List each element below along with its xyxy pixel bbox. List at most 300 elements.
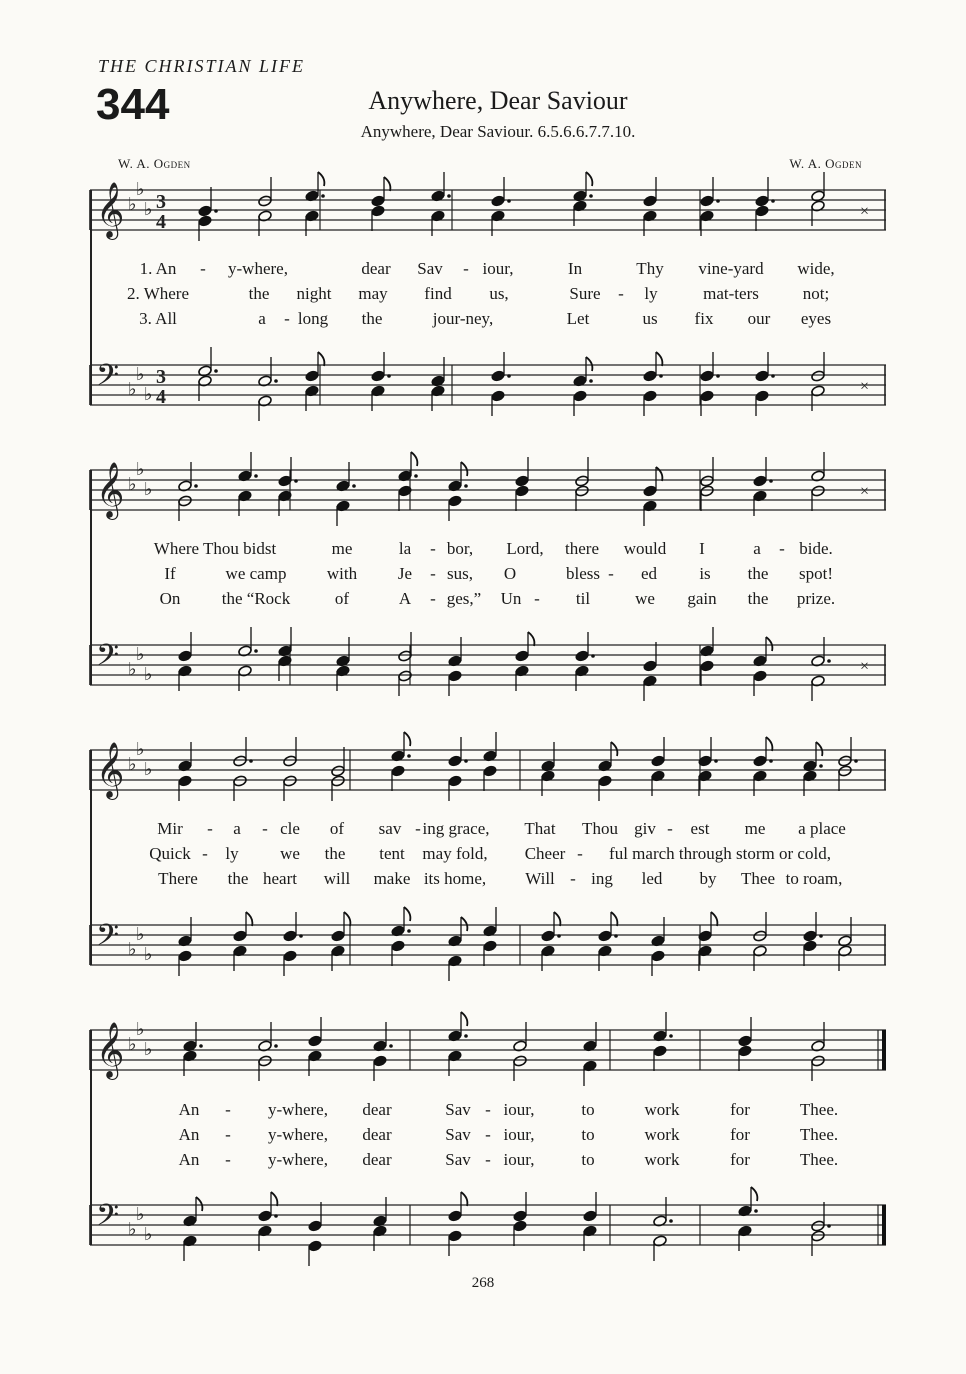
lyric-syllable: 2. Where xyxy=(127,284,189,303)
lyric-syllable: Mir xyxy=(157,819,183,838)
lyric-syllable: by xyxy=(699,869,717,888)
note-head xyxy=(198,205,213,217)
page-number: 268 xyxy=(471,1275,495,1291)
lyric-row-verse-1 xyxy=(0,819,966,841)
dot xyxy=(274,1044,278,1048)
note-head xyxy=(575,475,590,487)
staff-lines xyxy=(90,365,886,405)
lyric-syllable: our xyxy=(747,309,771,328)
lyric-syllable: would xyxy=(623,539,667,558)
flat-icon: ♭ xyxy=(128,194,137,215)
lyric-syllable: fix xyxy=(694,309,714,328)
dot xyxy=(771,374,775,378)
bass-staff xyxy=(90,357,886,413)
lyric-row-verse-2 xyxy=(0,844,966,866)
flat-icon: ♭ xyxy=(144,479,153,500)
note-head xyxy=(233,930,248,942)
lyric-syllable: Thee. xyxy=(799,1100,839,1119)
note-head xyxy=(738,1035,753,1047)
flat-icon: ♭ xyxy=(128,1219,137,1240)
note-head xyxy=(448,1230,463,1242)
flat-icon: ♭ xyxy=(128,474,137,495)
lyric-syllable: the xyxy=(227,869,249,888)
note-flag xyxy=(528,632,534,646)
lyric-syllable: we xyxy=(635,589,655,608)
lyric-syllable: make xyxy=(373,869,411,888)
lyric-syllable: dear xyxy=(362,1125,392,1144)
lyric-syllable: the xyxy=(248,284,270,303)
lyric-syllable: A xyxy=(398,589,412,608)
treble-clef-icon: 𝄞 xyxy=(96,742,125,798)
note-head xyxy=(371,195,386,207)
dot xyxy=(669,1219,673,1223)
note-head xyxy=(755,205,770,217)
note-head xyxy=(541,930,556,942)
lyric-syllable: a xyxy=(233,819,241,838)
note-head xyxy=(700,485,715,497)
lyric-syllable: work xyxy=(644,1150,680,1169)
dot xyxy=(716,374,720,378)
lyric-syllable: - xyxy=(200,259,206,278)
flat-icon: ♭ xyxy=(128,754,137,775)
note-head xyxy=(448,1210,463,1222)
lyric-syllable: - xyxy=(608,564,614,583)
note-head xyxy=(178,775,193,787)
note-flag xyxy=(404,732,410,746)
note-head xyxy=(448,755,463,767)
flat-icon: ♭ xyxy=(136,739,145,760)
note-head xyxy=(573,390,588,402)
dot xyxy=(819,934,823,938)
note-head xyxy=(643,370,658,382)
lyric-syllable: 1. An xyxy=(139,259,177,278)
note-head xyxy=(651,755,666,767)
lyric-syllable: bor, xyxy=(446,539,474,558)
note-head xyxy=(483,940,498,952)
note-head xyxy=(371,370,386,382)
dot xyxy=(299,934,303,938)
lyric-syllable: to roam, xyxy=(785,869,843,888)
lyric-syllable: - xyxy=(262,819,268,838)
note-flag xyxy=(461,917,467,931)
flat-icon: ♭ xyxy=(144,384,153,405)
note-flag xyxy=(461,1192,467,1206)
treble-staff xyxy=(90,459,886,518)
bass-staff xyxy=(90,917,886,973)
note-head xyxy=(283,930,298,942)
lyric-syllable: the xyxy=(324,844,346,863)
note-flag xyxy=(554,912,560,926)
lyric-syllable: the xyxy=(361,309,383,328)
lyric-syllable: ing grace, xyxy=(422,819,490,838)
note-head xyxy=(803,930,818,942)
dot xyxy=(352,484,356,488)
dot xyxy=(199,1044,203,1048)
time-signature-bottom: 4 xyxy=(156,386,166,408)
note-head xyxy=(308,1035,323,1047)
lyric-syllable: - xyxy=(779,539,785,558)
lyric-row-verse-3 xyxy=(0,869,966,891)
lyric-syllable: - xyxy=(667,819,673,838)
lyric-syllable: we camp xyxy=(225,564,287,583)
lyric-syllable: for xyxy=(730,1125,750,1144)
lyric-syllable: will xyxy=(323,869,351,888)
dot xyxy=(716,199,720,203)
lyric-syllable: Sav xyxy=(417,259,443,278)
dot xyxy=(294,479,298,483)
lyric-syllable: If xyxy=(164,564,176,583)
note-head xyxy=(448,775,463,787)
lyric-row-verse-3 xyxy=(0,1150,966,1172)
note-head xyxy=(178,495,193,507)
lyric-syllable: y-where, xyxy=(268,1100,328,1119)
lyric-syllable: iour, xyxy=(482,259,514,278)
note-flag xyxy=(271,1192,277,1206)
lyric-syllable: - xyxy=(225,1100,231,1119)
lyric-syllable: - xyxy=(577,844,583,863)
hymn-title: Anywhere, Dear Saviour xyxy=(368,86,628,115)
staff-lines xyxy=(90,1205,886,1245)
lyric-row-verse-2 xyxy=(0,564,966,586)
lyric-syllable: may xyxy=(358,284,388,303)
lyric-syllable: cle xyxy=(280,819,300,838)
lyric-syllable: sav xyxy=(378,819,402,838)
note-head xyxy=(811,1230,826,1242)
note-flag xyxy=(711,912,717,926)
lyric-syllable: gain xyxy=(687,589,717,608)
note-head xyxy=(643,660,658,672)
note-flag xyxy=(246,912,252,926)
note-head xyxy=(700,390,715,402)
lyric-row-verse-1 xyxy=(0,1100,966,1122)
dot xyxy=(714,759,718,763)
note-flag xyxy=(461,1012,467,1026)
dot xyxy=(321,194,325,198)
lyric-syllable: Thee. xyxy=(799,1150,839,1169)
flat-icon: ♭ xyxy=(144,1224,153,1245)
flat-icon: ♭ xyxy=(144,1039,153,1060)
dot xyxy=(507,374,511,378)
lyric-syllable: of xyxy=(329,819,345,838)
note-head xyxy=(598,775,613,787)
flat-icon: ♭ xyxy=(136,459,145,480)
lyric-syllable: Sav xyxy=(445,1125,471,1144)
bass-staff xyxy=(90,1197,886,1253)
dot xyxy=(407,754,411,758)
note-flag xyxy=(461,462,467,476)
lyric-syllable: sus, xyxy=(447,564,473,583)
flat-icon: ♭ xyxy=(128,1034,137,1055)
note-flag xyxy=(411,452,417,466)
time-signature-top: 3 xyxy=(156,191,166,213)
lyric-syllable: giv xyxy=(634,819,656,838)
flat-icon: ♭ xyxy=(136,364,145,385)
lyric-syllable: O xyxy=(503,564,517,583)
note-head xyxy=(811,1055,826,1067)
note-head xyxy=(700,195,715,207)
note-head xyxy=(700,475,715,487)
note-head xyxy=(575,485,590,497)
lyric-syllable: ing xyxy=(591,869,613,888)
dot xyxy=(591,654,595,658)
note-head xyxy=(643,390,658,402)
lyric-syllable: vine-yard xyxy=(698,259,764,278)
lyric-syllable: tent xyxy=(379,844,405,863)
lyric-syllable: to xyxy=(581,1100,595,1119)
note-head xyxy=(753,930,768,942)
flat-icon: ♭ xyxy=(144,759,153,780)
dot xyxy=(447,194,451,198)
lyric-syllable: I xyxy=(699,539,705,558)
flat-icon: ♭ xyxy=(136,924,145,945)
dot xyxy=(827,659,831,663)
note-head xyxy=(373,1055,388,1067)
note-head xyxy=(575,650,590,662)
dot xyxy=(614,934,618,938)
note-head xyxy=(513,1055,528,1067)
lyric-syllable: 3. All xyxy=(139,309,177,328)
lyric-syllable: - xyxy=(284,309,290,328)
dot xyxy=(214,369,218,373)
lyric-row-verse-2 xyxy=(0,284,966,306)
note-head xyxy=(653,1045,668,1057)
lyric-syllable: the “Rock xyxy=(221,589,291,608)
flat-icon: ♭ xyxy=(128,939,137,960)
note-head xyxy=(448,670,463,682)
dot xyxy=(659,374,663,378)
treble-staff xyxy=(90,179,886,238)
lyric-syllable: the xyxy=(747,589,769,608)
note-head xyxy=(283,950,298,962)
bass-clef-icon: 𝄢 xyxy=(96,639,120,680)
note-flag xyxy=(318,352,324,366)
lyric-syllable: In xyxy=(567,259,583,278)
note-head xyxy=(513,1220,528,1232)
lyric-syllable: Un xyxy=(500,589,522,608)
lyric-syllable: not; xyxy=(802,284,830,303)
dot xyxy=(414,474,418,478)
note-flag xyxy=(816,742,822,756)
note-head xyxy=(515,650,530,662)
lyric-syllable: ed xyxy=(640,564,658,583)
lyric-syllable: a xyxy=(753,539,761,558)
note-head xyxy=(491,390,506,402)
lyric-syllable: Cheer xyxy=(524,844,566,863)
lyric-syllable: may fold, xyxy=(422,844,488,863)
lyric-syllable: - xyxy=(202,844,208,863)
dot xyxy=(254,474,258,478)
note-head xyxy=(753,755,768,767)
note-head xyxy=(391,765,406,777)
lyric-syllable: - xyxy=(415,819,421,838)
lyric-row-verse-1 xyxy=(0,259,966,281)
lyric-syllable: - xyxy=(430,589,436,608)
note-head xyxy=(700,370,715,382)
lyric-syllable: An xyxy=(178,1100,200,1119)
lyric-syllable: Sav xyxy=(445,1100,471,1119)
dot xyxy=(589,379,593,383)
note-head xyxy=(598,930,613,942)
breath-mark-icon: × xyxy=(860,483,870,500)
lyric-syllable: Je xyxy=(397,564,413,583)
staff-lines xyxy=(90,1030,886,1070)
dot xyxy=(769,479,773,483)
bass-clef-icon: 𝄢 xyxy=(96,1199,120,1240)
lyric-syllable: with xyxy=(326,564,358,583)
dot xyxy=(249,759,253,763)
flat-icon: ♭ xyxy=(136,179,145,200)
dot xyxy=(854,759,858,763)
lyric-syllable: mat-ters xyxy=(703,284,759,303)
lyric-syllable: On xyxy=(159,589,181,608)
lyric-syllable: long xyxy=(297,309,329,328)
time-signature-bottom: 4 xyxy=(156,211,166,233)
lyric-syllable: prize. xyxy=(796,589,836,608)
lyric-syllable: its home, xyxy=(423,869,487,888)
treble-clef-icon: 𝄞 xyxy=(96,182,125,238)
dot xyxy=(464,759,468,763)
dot xyxy=(274,379,278,383)
flat-icon: ♭ xyxy=(128,379,137,400)
dot xyxy=(827,1224,831,1228)
lyric-row-verse-3 xyxy=(0,589,966,611)
note-flag xyxy=(611,912,617,926)
note-head xyxy=(811,370,826,382)
note-head xyxy=(515,485,530,497)
note-head xyxy=(753,670,768,682)
section-title: THE CHRISTIAN LIFE xyxy=(98,56,305,76)
dot xyxy=(771,199,775,203)
dot xyxy=(214,209,218,213)
flat-icon: ♭ xyxy=(128,659,137,680)
note-head xyxy=(803,940,818,952)
note-head xyxy=(700,660,715,672)
lyric-syllable: of xyxy=(334,589,350,608)
note-head xyxy=(331,775,346,787)
lyric-syllable: spot! xyxy=(799,564,833,583)
hymn-number: 344 xyxy=(96,80,170,129)
lyric-syllable: work xyxy=(644,1125,680,1144)
lyric-syllable: Will xyxy=(525,869,555,888)
flat-icon: ♭ xyxy=(144,944,153,965)
lyric-syllable: ges,” xyxy=(446,589,482,608)
breath-mark-icon: × xyxy=(860,378,870,395)
note-head xyxy=(811,1220,826,1232)
lyric-syllable: Thy xyxy=(636,259,664,278)
note-head xyxy=(448,495,463,507)
lyric-syllable: - xyxy=(534,589,540,608)
lyric-syllable: y-where, xyxy=(228,259,288,278)
dot xyxy=(669,1034,673,1038)
note-head xyxy=(755,370,770,382)
lyric-syllable: us xyxy=(642,309,658,328)
lyric-syllable: Sav xyxy=(445,1150,471,1169)
note-flag xyxy=(196,1197,202,1211)
composer-credit-right: W. A. Ogden xyxy=(789,156,862,171)
lyric-syllable: That xyxy=(524,819,556,838)
note-head xyxy=(305,370,320,382)
dot xyxy=(274,1214,278,1218)
note-head xyxy=(811,485,826,497)
dot xyxy=(254,649,258,653)
dot xyxy=(557,934,561,938)
dot xyxy=(589,194,593,198)
note-flag xyxy=(586,357,592,371)
lyric-syllable: night xyxy=(296,284,332,303)
note-head xyxy=(233,755,248,767)
note-flag xyxy=(766,637,772,651)
breath-mark-icon: × xyxy=(860,203,870,220)
note-flag xyxy=(751,1187,757,1201)
lyric-syllable: An xyxy=(178,1150,200,1169)
lyric-syllable: ly xyxy=(225,844,239,863)
lyric-syllable: - xyxy=(207,819,213,838)
note-head xyxy=(178,950,193,962)
lyric-syllable: Sure xyxy=(569,284,601,303)
lyric-syllable: a place xyxy=(798,819,846,838)
lyric-syllable: - xyxy=(225,1150,231,1169)
lyric-syllable: led xyxy=(641,869,663,888)
flat-icon: ♭ xyxy=(136,644,145,665)
lyric-syllable: y-where, xyxy=(268,1125,328,1144)
dot xyxy=(387,374,391,378)
lyric-syllable: there xyxy=(565,539,599,558)
dot xyxy=(507,199,511,203)
note-flag xyxy=(318,172,324,186)
note-head xyxy=(391,940,406,952)
lyric-syllable: iour, xyxy=(503,1100,535,1119)
note-flag xyxy=(656,352,662,366)
time-signature-top: 3 xyxy=(156,366,166,388)
lyric-syllable: Let xyxy=(566,309,590,328)
note-head xyxy=(753,475,768,487)
lyric-syllable: - xyxy=(463,259,469,278)
lyric-syllable: iour, xyxy=(503,1150,535,1169)
lyric-syllable: find xyxy=(424,284,452,303)
treble-clef-icon: 𝄞 xyxy=(96,462,125,518)
lyric-syllable: - xyxy=(618,284,624,303)
lyric-syllable: work xyxy=(644,1100,680,1119)
note-head xyxy=(483,765,498,777)
lyric-syllable: the xyxy=(747,564,769,583)
note-head xyxy=(755,390,770,402)
note-head xyxy=(233,775,248,787)
lyric-syllable: a xyxy=(258,309,266,328)
lyric-syllable: dear xyxy=(362,1100,392,1119)
lyric-syllable: for xyxy=(730,1100,750,1119)
lyric-syllable: - xyxy=(430,564,436,583)
lyric-syllable: to xyxy=(581,1150,595,1169)
note-head xyxy=(258,1210,273,1222)
lyric-syllable: - xyxy=(570,869,576,888)
lyric-syllable: us, xyxy=(489,284,509,303)
lyric-syllable: est xyxy=(690,819,710,838)
note-head xyxy=(643,485,658,497)
lyric-syllable: ly xyxy=(644,284,658,303)
note-head xyxy=(371,205,386,217)
lyric-syllable: iour, xyxy=(503,1125,535,1144)
note-head xyxy=(838,765,853,777)
lyric-syllable: la xyxy=(398,539,412,558)
note-head xyxy=(308,1240,323,1252)
note-flag xyxy=(344,912,350,926)
dot xyxy=(389,1044,393,1048)
lyric-syllable: - xyxy=(485,1125,491,1144)
dot xyxy=(464,1034,468,1038)
breath-mark-icon: × xyxy=(860,658,870,675)
lyric-syllable: me xyxy=(331,539,353,558)
note-head xyxy=(331,930,346,942)
